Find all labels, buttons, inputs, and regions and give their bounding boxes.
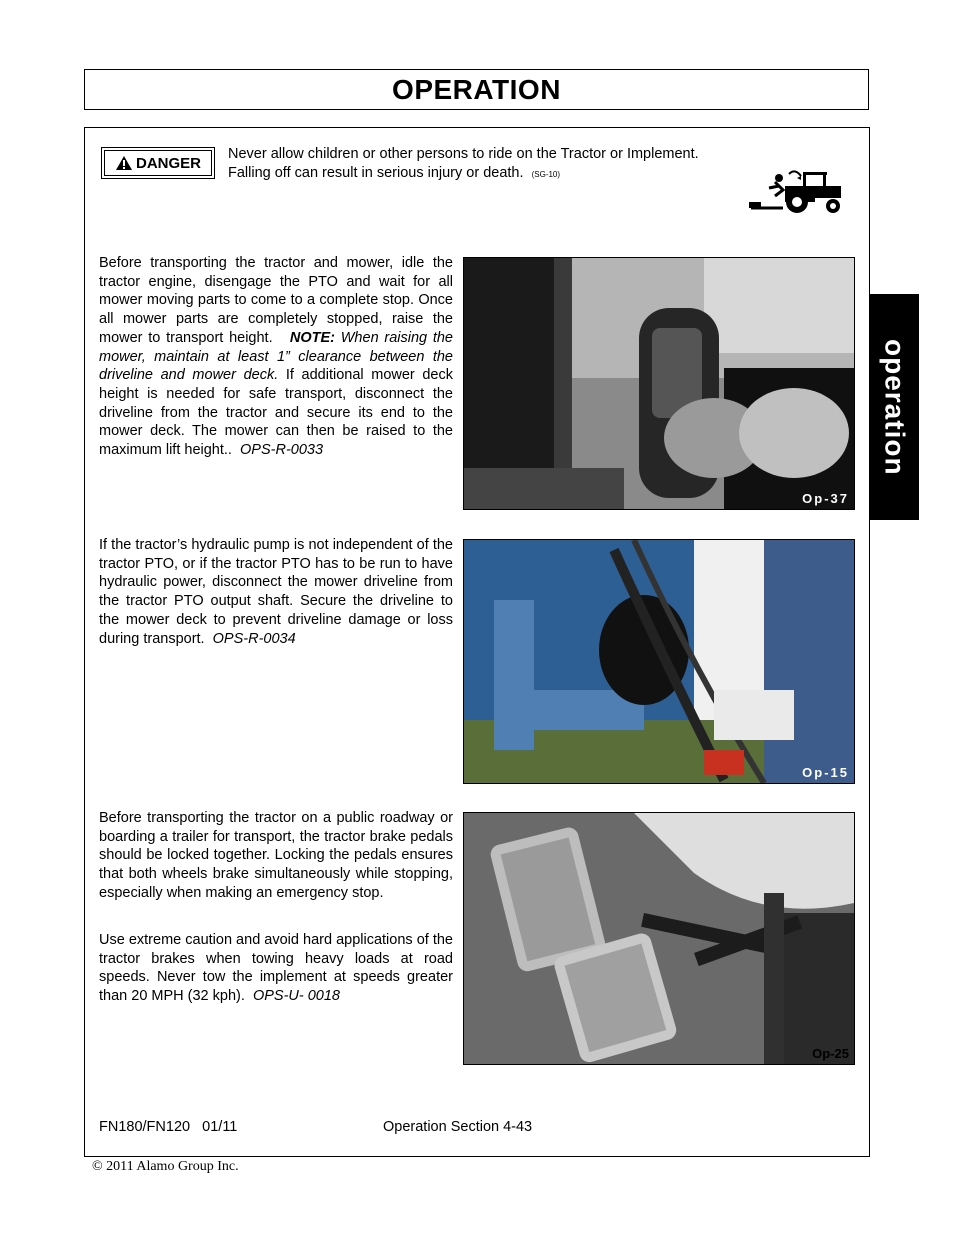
side-tab-label: operation	[879, 338, 911, 476]
rider-falling-from-tractor-icon	[745, 168, 847, 216]
transport-paragraph: Before transporting the tractor and mower, idle the tractor engine, disengage the PTO and wait for all mower moving parts to come to a complete stop. Once all mower parts are completely stopped, raise the mower to transport height. NOTE: When raising the mower, maintain at least 1” clearance between the driveline and mower deck. If additional mower deck height is needed for safe transport, disconnect the driveline from the tractor and secure its end to the mower deck. The mower can then be raised to the maximum lift height.. OPS-R-0033	[99, 255, 454, 459]
photo-brake-pedals	[463, 812, 855, 1065]
page-title: OPERATION	[392, 73, 561, 105]
danger-badge-label: DANGER	[135, 154, 201, 172]
brake-pedals-paragraph: Before transporting the tractor on a public roadway or boarding a trailer for transport, the tractor brake pedals should be locked together. Locking the pedals ensures that both wheels brake simultaneously while stopping, especially when making an emergency stop.	[99, 810, 453, 901]
footer-section: Operation Section 4-43	[383, 1119, 533, 1135]
photo-label: Op-25	[812, 1046, 849, 1061]
header-box	[84, 69, 869, 110]
danger-message	[228, 145, 748, 184]
danger-code: (SG-10)	[531, 170, 561, 179]
section-code: OPS-U- 0018	[252, 988, 340, 1005]
photo-cab-controls	[463, 257, 855, 510]
section-code: OPS-R-0034	[212, 630, 296, 647]
copyright: © 2011 Alamo Group Inc.	[92, 1159, 239, 1174]
danger-line-2: Falling off can result in serious injury or death.	[228, 165, 524, 181]
note-label: NOTE:	[289, 329, 335, 346]
towing-caution-paragraph: Use extreme caution and avoid hard applications of the tractor brakes when towing heavy loads at road speeds. Never tow the implement at speeds greater than 20 MPH (32 kph). OPS-U- 0018	[99, 932, 453, 1005]
photo-driveline-disconnect	[463, 539, 855, 784]
photo-label: Op-37	[802, 491, 849, 506]
photo-label: Op-15	[802, 765, 849, 780]
danger-badge	[101, 147, 215, 179]
section-code: OPS-R-0033	[240, 442, 324, 459]
warning-triangle-icon	[115, 155, 133, 171]
section-side-tab	[870, 294, 919, 520]
hydraulic-pump-paragraph: If the tractor’s hydraulic pump is not independent of the tractor PTO, or if the tractor PTO has to be run to have hydraulic power, disconnect the mower driveline from the tractor PTO output shaft. Secure the driveline to the mower deck to prevent driveline damage or loss during transport. OPS-R-0034	[99, 537, 453, 647]
note-text: When raising the mower, maintain at least 1” clearance between the driveline and mower deck.	[99, 329, 454, 384]
danger-line-1: Never allow children or other persons to ride on the Tractor or Implement.	[228, 146, 699, 162]
footer-model-date: FN180/FN120 01/11	[99, 1119, 238, 1135]
